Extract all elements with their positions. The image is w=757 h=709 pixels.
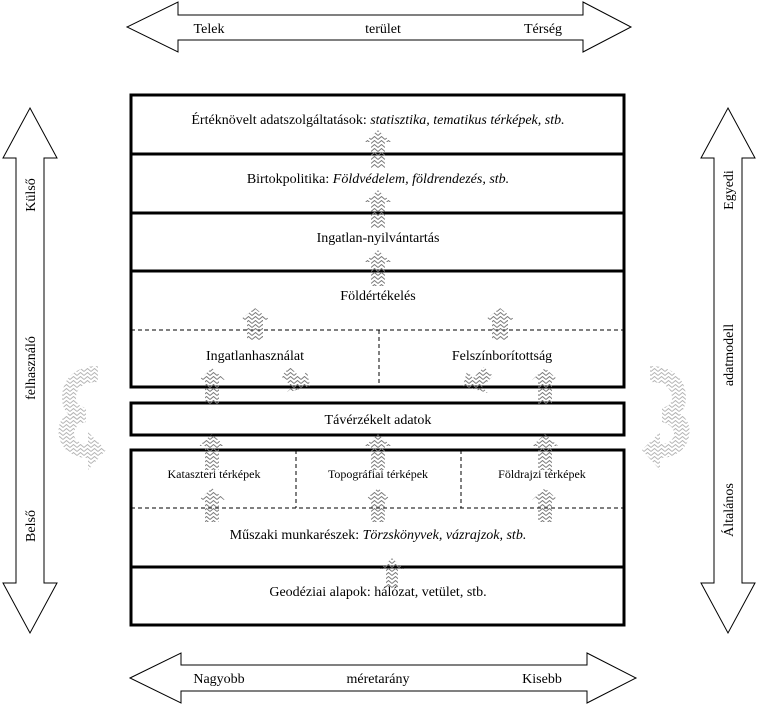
layer-value-added: Értéknövelt adatszolgáltatások: statisztika, tematikus térképek, stb. <box>191 113 565 128</box>
layer-survey-docs: Műszaki munkarészek: Törzskönyvek, vázrajzok, stb. <box>229 528 527 543</box>
left-axis-arrow <box>3 108 57 633</box>
layer-cadastral-maps: Kataszteri térképek <box>167 467 261 481</box>
right-axis-bottom-label: Általános <box>722 483 737 537</box>
top-axis-left-label: Telek <box>193 22 225 37</box>
layer-land-valuation: Földértékelés <box>340 289 416 304</box>
layer-remote-sensing: Távérzékelt adatok <box>324 413 432 428</box>
bottom-axis-right-label: Kisebb <box>522 672 562 687</box>
left-axis-bottom-label: Belső <box>24 510 39 542</box>
top-axis-arrow <box>127 2 631 52</box>
layer-land-cover: Felszínborítottság <box>451 349 553 364</box>
left-axis-top-label: Külső <box>24 178 39 212</box>
left-axis-middle-label: felhasználó <box>24 336 39 400</box>
bottom-axis-middle-label: méretarány <box>346 672 410 687</box>
layer-land-policy: Birtokpolitika: Földvédelem, földrendezés, stb. <box>246 172 510 187</box>
top-axis-right-label: Térség <box>523 22 563 37</box>
layer-geographic-maps: Földrajzi térképek <box>498 467 586 481</box>
layer-land-use: Ingatlanhasználat <box>206 349 304 364</box>
top-axis-middle-label: terület <box>365 22 401 37</box>
right-cycle-arrow <box>642 366 690 470</box>
bottom-axis-arrow <box>130 653 636 703</box>
layer-land-registry: Ingatlan-nyilvántartás <box>316 231 440 246</box>
right-axis-arrow <box>701 108 755 633</box>
right-axis-top-label: Egyedi <box>722 170 737 210</box>
layer-geodetic-base: Geodéziai alapok: hálózat, vetület, stb. <box>269 585 487 600</box>
layer-topographic-maps: Topográfiai térképek <box>327 467 429 481</box>
left-cycle-arrow <box>59 366 107 470</box>
bottom-axis-left-label: Nagyobb <box>193 672 245 687</box>
right-axis-middle-label: adatmodell <box>722 323 737 387</box>
